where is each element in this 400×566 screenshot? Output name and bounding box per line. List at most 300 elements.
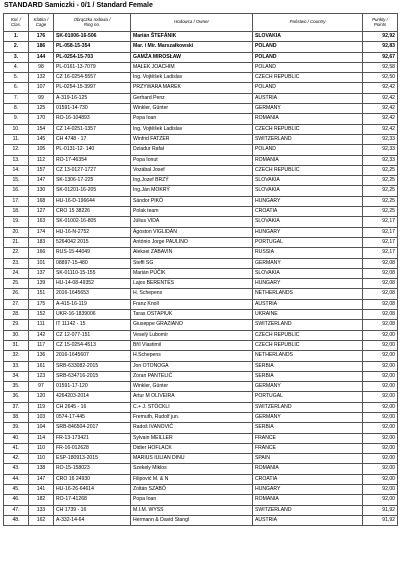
owner-cell: Popa Ioan <box>131 495 253 505</box>
points-cell: 92,42 <box>363 93 398 103</box>
header-points-line1: Punkty / <box>372 16 388 22</box>
points-cell: 92,58 <box>363 62 398 72</box>
country-cell: RUSSIA <box>253 248 363 258</box>
country-cell: CZECH REPUBLIC <box>253 330 363 340</box>
ring-number-cell: SK-01110-15-155 <box>54 268 131 278</box>
points-cell: 91,92 <box>363 505 398 515</box>
points-cell: 92,42 <box>363 124 398 134</box>
table-row <box>4 382 398 392</box>
ring-number-cell: SK-01006-16-506 <box>54 32 131 42</box>
cage-cell: 132 <box>29 73 54 83</box>
cage-cell: 174 <box>29 227 54 237</box>
ring-number-cell: 01591-14-730 <box>54 104 131 114</box>
owner-cell: Winkler, Günter <box>131 104 253 114</box>
owner-cell: Mar. i Mir. Marszałkowski <box>131 42 253 52</box>
points-cell: 92,42 <box>363 104 398 114</box>
ring-number-cell: 2016-1645607 <box>54 351 131 361</box>
position-cell: 16. <box>4 186 29 196</box>
table-row <box>4 134 398 144</box>
points-cell: 92,00 <box>363 392 398 402</box>
owner-cell: Hermann & David Stangl <box>131 515 253 525</box>
table-row <box>4 237 398 247</box>
country-cell: SWITZERLAND <box>253 320 363 330</box>
table-row <box>4 361 398 371</box>
country-cell: PORTUGAL <box>253 392 363 402</box>
table-row <box>4 114 398 124</box>
cage-cell: 147 <box>29 474 54 484</box>
country-cell: NETHERLANDS <box>253 289 363 299</box>
position-cell: 34. <box>4 371 29 381</box>
cage-cell: 161 <box>29 361 54 371</box>
ring-number-cell: RO-17-41268 <box>54 495 131 505</box>
ring-number-cell: 4264203-2014 <box>54 392 131 402</box>
points-cell: 92,25 <box>363 186 398 196</box>
header-country-label: Państwo / Country <box>289 19 326 25</box>
points-cell: 92,08 <box>363 279 398 289</box>
table-row <box>4 155 398 165</box>
position-cell: 1. <box>4 32 29 42</box>
ring-number-cell: CZ 16-0254-5557 <box>54 73 131 83</box>
cage-cell: 133 <box>29 505 54 515</box>
points-cell: 92,08 <box>363 268 398 278</box>
header-points-line2: Points <box>373 21 387 27</box>
ring-number-cell: 08897-15-480 <box>54 258 131 268</box>
points-cell: 92,00 <box>363 454 398 464</box>
position-cell: 48. <box>4 515 29 525</box>
position-cell: 32. <box>4 351 29 361</box>
cage-cell: 186 <box>29 42 54 52</box>
table-row <box>4 176 398 186</box>
position-cell: 35. <box>4 382 29 392</box>
table-row <box>4 433 398 443</box>
cage-cell: 144 <box>29 52 54 62</box>
country-cell: PORTUGAL <box>253 237 363 247</box>
owner-cell: Sylvain MEILLER <box>131 433 253 443</box>
owner-cell: Gerhard Penz <box>131 93 253 103</box>
country-cell: SWITZERLAND <box>253 505 363 515</box>
header-owner-label: Hodowca / Owner <box>174 19 209 25</box>
ring-number-cell: RO-17-46354 <box>54 155 131 165</box>
position-cell: 41. <box>4 443 29 453</box>
table-row <box>4 73 398 83</box>
owner-cell: Winkler, Günter <box>131 382 253 392</box>
ring-number-cell: CH 1739 - 16 <box>54 505 131 515</box>
points-cell: 92,08 <box>363 258 398 268</box>
cage-cell: 125 <box>29 104 54 114</box>
cage-cell: 154 <box>29 124 54 134</box>
table-row <box>4 299 398 309</box>
country-cell: SLOVAKIA <box>253 217 363 227</box>
ring-number-cell: A-332-14-64 <box>54 515 131 525</box>
country-cell: HUNGARY <box>253 227 363 237</box>
position-cell: 36. <box>4 392 29 402</box>
table-row <box>4 423 398 433</box>
ring-number-cell: SRB-634716-2015 <box>54 371 131 381</box>
position-cell: 44. <box>4 474 29 484</box>
owner-cell: H. Schepens <box>131 289 253 299</box>
points-cell: 92,00 <box>363 474 398 484</box>
table-row <box>4 83 398 93</box>
header-position-line1: Kol. / <box>10 16 21 22</box>
country-cell: CROATIA <box>253 474 363 484</box>
country-cell: FRANCE <box>253 433 363 443</box>
position-cell: 21. <box>4 237 29 247</box>
ring-number-cell: CRO 16 24930 <box>54 474 131 484</box>
owner-cell: Giuseppe GRAZIANO <box>131 320 253 330</box>
country-cell: AUSTRIA <box>253 515 363 525</box>
owner-cell: GAMŻA MIROSŁAW <box>131 52 253 62</box>
ring-number-cell: IT 11142 - 15 <box>54 320 131 330</box>
points-cell: 92,00 <box>363 361 398 371</box>
table-row <box>4 196 398 206</box>
country-cell: ROMANIA <box>253 155 363 165</box>
header-country <box>253 14 363 32</box>
header-owner <box>131 14 253 32</box>
ring-number-cell: PL-0131-12- 140 <box>54 145 131 155</box>
position-cell: 2. <box>4 42 29 52</box>
table-row <box>4 371 398 381</box>
position-cell: 28. <box>4 310 29 320</box>
ring-number-cell: 01591-17-120 <box>54 382 131 392</box>
cage-cell: 176 <box>29 32 54 42</box>
country-cell: HUNGARY <box>253 279 363 289</box>
position-cell: 33. <box>4 361 29 371</box>
position-cell: 8. <box>4 104 29 114</box>
position-cell: 23. <box>4 258 29 268</box>
table-row <box>4 412 398 422</box>
ring-number-cell: CRO 15 38226 <box>54 207 131 217</box>
table-row <box>4 217 398 227</box>
ring-number-cell: CH 2645 - 16 <box>54 402 131 412</box>
ring-number-cell: SK-01201-16-205 <box>54 186 131 196</box>
points-cell: 92,17 <box>363 227 398 237</box>
points-cell: 92,08 <box>363 289 398 299</box>
country-cell: SLOVAKIA <box>253 176 363 186</box>
cage-cell: 141 <box>29 485 54 495</box>
country-cell: SERBIA <box>253 371 363 381</box>
table-row <box>4 186 398 196</box>
country-cell: CZECH REPUBLIC <box>253 340 363 350</box>
cage-cell: 170 <box>29 114 54 124</box>
table-row <box>4 93 398 103</box>
country-cell: CZECH REPUBLIC <box>253 165 363 175</box>
cage-cell: 163 <box>29 217 54 227</box>
table-row <box>4 279 398 289</box>
points-cell: 92,00 <box>363 351 398 361</box>
cage-cell: 137 <box>29 268 54 278</box>
position-cell: 42. <box>4 454 29 464</box>
points-cell: 92,17 <box>363 237 398 247</box>
country-cell: SWITZERLAND <box>253 402 363 412</box>
cage-cell: 151 <box>29 289 54 299</box>
position-cell: 29. <box>4 320 29 330</box>
position-cell: 31. <box>4 340 29 350</box>
owner-cell: Ing.Ján MOKRÝ <box>131 186 253 196</box>
ring-number-cell: CZ 14-0251-1357 <box>54 124 131 134</box>
cage-cell: 147 <box>29 176 54 186</box>
header-cage-line2: Cage <box>35 21 47 27</box>
owner-cell: Szekely Miklos <box>131 464 253 474</box>
points-cell: 92,00 <box>363 340 398 350</box>
position-cell: 9. <box>4 114 29 124</box>
ring-number-cell: HU-16-D-196644 <box>54 196 131 206</box>
position-cell: 3. <box>4 52 29 62</box>
ring-number-cell: SRB-633082-2015 <box>54 361 131 371</box>
country-cell: CROATIA <box>253 207 363 217</box>
position-cell: 6. <box>4 83 29 93</box>
cage-cell: 107 <box>29 83 54 93</box>
owner-cell: Veselý Lubomír <box>131 330 253 340</box>
table-row <box>4 515 398 525</box>
ring-number-cell: CZ 15-0254-4513 <box>54 340 131 350</box>
country-cell: SLOVAKIA <box>253 268 363 278</box>
owner-cell: M.I.M. WYSS <box>131 505 253 515</box>
points-cell: 92,08 <box>363 320 398 330</box>
table-row <box>4 227 398 237</box>
cage-cell: 110 <box>29 454 54 464</box>
table-row <box>4 32 398 42</box>
points-cell: 92,00 <box>363 382 398 392</box>
ring-number-cell: HU-16-26-64614 <box>54 485 131 495</box>
country-cell: CZECH REPUBLIC <box>253 73 363 83</box>
cage-cell: 182 <box>29 495 54 505</box>
position-cell: 5. <box>4 73 29 83</box>
header-ring-line1: Obrączka rodowa / <box>73 16 111 22</box>
table-row <box>4 392 398 402</box>
position-cell: 26. <box>4 289 29 299</box>
position-cell: 27. <box>4 299 29 309</box>
owner-cell: Zoltán SZABÓ <box>131 485 253 495</box>
position-cell: 12. <box>4 145 29 155</box>
header-cage <box>29 14 54 32</box>
table-row <box>4 289 398 299</box>
country-cell: POLAND <box>253 62 363 72</box>
country-cell: GERMANY <box>253 104 363 114</box>
position-cell: 40. <box>4 433 29 443</box>
owner-cell: Július VIDA <box>131 217 253 227</box>
cage-cell: 98 <box>29 62 54 72</box>
ring-number-cell: FR-13-173421 <box>54 433 131 443</box>
country-cell: POLAND <box>253 52 363 62</box>
points-cell: 92,83 <box>363 42 398 52</box>
owner-cell: Vozábal Josef <box>131 165 253 175</box>
cage-cell: 157 <box>29 165 54 175</box>
owner-cell: Aleksei ZABAVIN <box>131 248 253 258</box>
cage-cell: 130 <box>29 186 54 196</box>
owner-cell: Jon OTONOGA <box>131 361 253 371</box>
country-cell: ROMANIA <box>253 114 363 124</box>
points-cell: 92,00 <box>363 485 398 495</box>
header-position-line2: Clas. <box>10 21 21 27</box>
cage-cell: 142 <box>29 330 54 340</box>
table-row <box>4 454 398 464</box>
table-row <box>4 320 398 330</box>
table-row <box>4 474 398 484</box>
owner-cell: H.Schepens <box>131 351 253 361</box>
country-cell: SLOVAKIA <box>253 32 363 42</box>
points-cell: 91,92 <box>363 515 398 525</box>
cage-cell: 101 <box>29 258 54 268</box>
cage-cell: 136 <box>29 351 54 361</box>
owner-cell: Winfrid FATZER <box>131 134 253 144</box>
points-cell: 92,00 <box>363 412 398 422</box>
cage-cell: 119 <box>29 402 54 412</box>
position-cell: 30. <box>4 330 29 340</box>
position-cell: 20. <box>4 227 29 237</box>
cage-cell: 120 <box>29 392 54 402</box>
table-row <box>4 145 398 155</box>
cage-cell: 110 <box>29 443 54 453</box>
country-cell: HUNGARY <box>253 485 363 495</box>
country-cell: SERBIA <box>253 361 363 371</box>
owner-cell: Filipović M. & N <box>131 474 253 484</box>
country-cell: ROMANIA <box>253 495 363 505</box>
country-cell: GERMANY <box>253 412 363 422</box>
cage-cell: 97 <box>29 382 54 392</box>
table-row <box>4 402 398 412</box>
owner-cell: MAŁEK JOACHIM <box>131 62 253 72</box>
points-cell: 92,00 <box>363 433 398 443</box>
position-cell: 39. <box>4 423 29 433</box>
owner-cell: Artur M OLIVEIRA <box>131 392 253 402</box>
table-row <box>4 495 398 505</box>
position-cell: 25. <box>4 279 29 289</box>
points-cell: 92,17 <box>363 248 398 258</box>
owner-cell: Fremuth, Rudolf jun. <box>131 412 253 422</box>
points-cell: 92,42 <box>363 83 398 93</box>
ring-number-cell: FR-16-012628 <box>54 443 131 453</box>
points-cell: 92,33 <box>363 155 398 165</box>
country-cell: SERBIA <box>253 423 363 433</box>
cage-cell: 152 <box>29 310 54 320</box>
owner-cell: Didier HOFLACK <box>131 443 253 453</box>
position-cell: 47. <box>4 505 29 515</box>
country-cell: GERMANY <box>253 258 363 268</box>
points-cell: 92,67 <box>363 52 398 62</box>
cage-cell: 138 <box>29 464 54 474</box>
cage-cell: 139 <box>29 279 54 289</box>
table-row <box>4 207 398 217</box>
points-cell: 92,25 <box>363 165 398 175</box>
owner-cell: Radoš IVANOVIĆ <box>131 423 253 433</box>
results-body <box>4 32 398 526</box>
position-cell: 37. <box>4 402 29 412</box>
cage-cell: 114 <box>29 433 54 443</box>
ring-number-cell: A-319-16-125 <box>54 93 131 103</box>
ring-number-cell: PL-0161-13-7079 <box>54 62 131 72</box>
header-position <box>4 14 29 32</box>
points-cell: 92,00 <box>363 402 398 412</box>
table-row <box>4 340 398 350</box>
ring-number-cell: CZ 13-0127-1727 <box>54 165 131 175</box>
ring-number-cell: 5264042 2015 <box>54 237 131 247</box>
country-cell: NETHERLANDS <box>253 351 363 361</box>
table-row <box>4 104 398 114</box>
owner-cell: Sándor PIKÓ <box>131 196 253 206</box>
ring-number-cell: RO-16-104893 <box>54 114 131 124</box>
country-cell: HUNGARY <box>253 196 363 206</box>
table-row <box>4 248 398 258</box>
position-cell: 17. <box>4 196 29 206</box>
points-cell: 92,92 <box>363 32 398 42</box>
points-cell: 92,00 <box>363 495 398 505</box>
points-cell: 92,42 <box>363 114 398 124</box>
points-cell: 92,00 <box>363 423 398 433</box>
ring-number-cell: HU-16-N-2752 <box>54 227 131 237</box>
table-row <box>4 464 398 474</box>
position-cell: 7. <box>4 93 29 103</box>
cage-cell: 162 <box>29 515 54 525</box>
position-cell: 38. <box>4 412 29 422</box>
country-cell: FRANCE <box>253 443 363 453</box>
owner-cell: Polak team <box>131 207 253 217</box>
country-cell: AUSTRIA <box>253 299 363 309</box>
table-row <box>4 330 398 340</box>
position-cell: 46. <box>4 495 29 505</box>
table-row <box>4 443 398 453</box>
cage-cell: 103 <box>29 412 54 422</box>
position-cell: 15. <box>4 176 29 186</box>
header-row <box>4 14 398 32</box>
cage-cell: 175 <box>29 299 54 309</box>
position-cell: 11. <box>4 134 29 144</box>
cage-cell: 104 <box>29 423 54 433</box>
owner-cell: Marián PÚČIK <box>131 268 253 278</box>
position-cell: 22. <box>4 248 29 258</box>
table-row <box>4 258 398 268</box>
header-cage-line1: Klatka / <box>33 16 49 22</box>
points-cell: 92,08 <box>363 299 398 309</box>
table-row <box>4 351 398 361</box>
owner-cell: Ing.Jozef BRZÝ <box>131 176 253 186</box>
table-row <box>4 505 398 515</box>
cage-cell: 99 <box>29 93 54 103</box>
position-cell: 19. <box>4 217 29 227</box>
ring-number-cell: HU-14-08-49352 <box>54 279 131 289</box>
owner-cell: Zoran PANTELIĆ <box>131 371 253 381</box>
cage-cell: 183 <box>29 237 54 247</box>
position-cell: 43. <box>4 464 29 474</box>
points-cell: 92,25 <box>363 207 398 217</box>
points-cell: 92,33 <box>363 134 398 144</box>
ring-number-cell: UKR-16-1839006 <box>54 310 131 320</box>
country-cell: ROMANIA <box>253 464 363 474</box>
points-cell: 92,50 <box>363 73 398 83</box>
owner-cell: Dziadur Rafał <box>131 145 253 155</box>
points-cell: 92,33 <box>363 145 398 155</box>
ring-number-cell: PL-0254-15-703 <box>54 52 131 62</box>
header-ring-line2: Ring no. <box>83 21 101 27</box>
owner-cell: Ágoston VIGLIDÁN <box>131 227 253 237</box>
cage-cell: 127 <box>29 207 54 217</box>
header-ring <box>54 14 131 32</box>
ring-number-cell: CH 4748 - 17 <box>54 134 131 144</box>
points-cell: 92,08 <box>363 310 398 320</box>
country-cell: AUSTRIA <box>253 93 363 103</box>
country-cell: SLOVAKIA <box>253 186 363 196</box>
points-cell: 92,00 <box>363 371 398 381</box>
cage-cell: 111 <box>29 320 54 330</box>
ring-number-cell: SK-1306-17-225 <box>54 176 131 186</box>
position-cell: 13. <box>4 155 29 165</box>
owner-cell: Lajos BERENTÉS <box>131 279 253 289</box>
ring-number-cell: RUS-15-44049 <box>54 248 131 258</box>
ring-number-cell: SK-01002-16-805 <box>54 217 131 227</box>
owner-cell: Marián ŠTEFÁNIK <box>131 32 253 42</box>
cage-cell: 166 <box>29 248 54 258</box>
points-cell: 92,00 <box>363 330 398 340</box>
table-row <box>4 268 398 278</box>
